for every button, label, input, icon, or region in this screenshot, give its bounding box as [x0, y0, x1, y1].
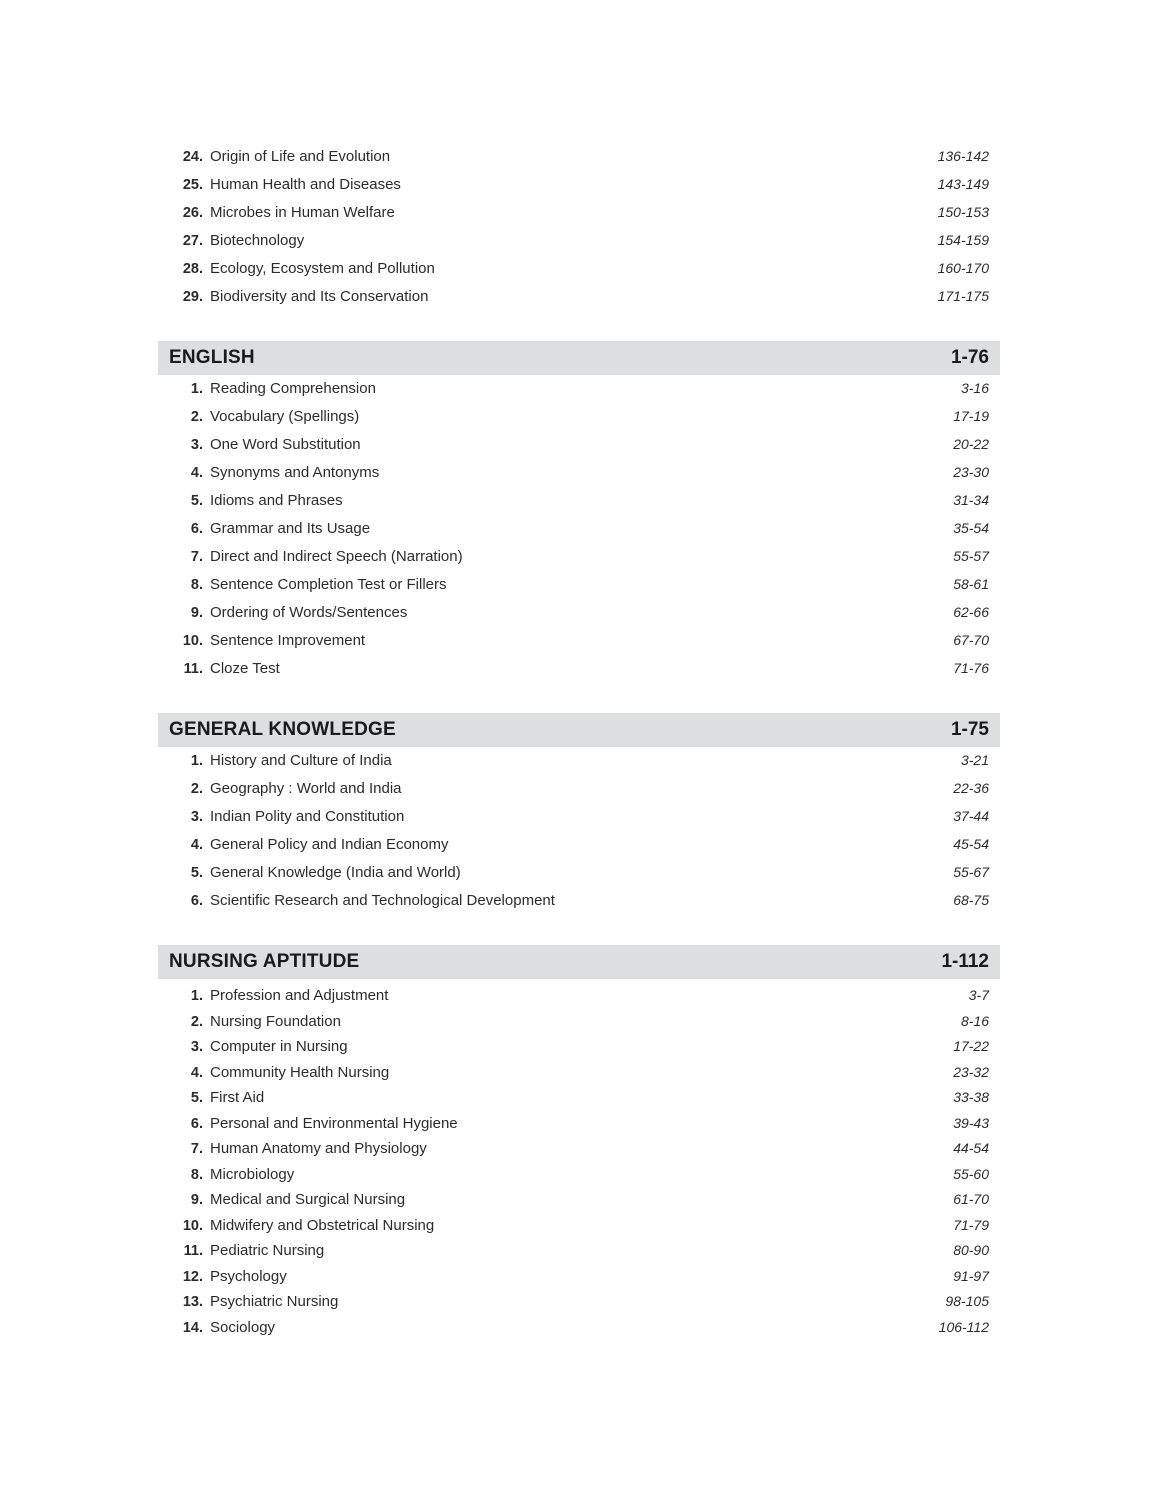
entry-page-range: 23-30	[953, 464, 989, 480]
entry-number: 27.	[182, 233, 203, 249]
toc-entry[interactable]	[158, 464, 1000, 492]
entry-title: Reading Comprehension	[210, 380, 376, 397]
entry-number: 14.	[182, 1319, 203, 1336]
entry-title: Pediatric Nursing	[210, 1242, 325, 1259]
entry-number: 7.	[190, 549, 203, 565]
entry-page-range: 91-97	[953, 1267, 989, 1284]
toc-entry[interactable]	[158, 864, 1000, 892]
entry-number: 9.	[190, 1192, 203, 1208]
entry-page-range: 160-170	[937, 260, 989, 276]
entry-number: 29.	[182, 289, 203, 305]
entry-number: 9.	[190, 605, 203, 621]
toc-section	[158, 148, 1000, 316]
entry-title: Psychology	[210, 1267, 287, 1285]
section-entry-list	[158, 148, 1000, 316]
toc-entry[interactable]	[158, 1242, 1000, 1268]
section-title: NURSING APTITUDE	[169, 951, 360, 972]
entry-title: Community Health Nursing	[210, 1063, 390, 1081]
entry-number: 2.	[190, 409, 203, 425]
entry-number: 28.	[182, 261, 203, 277]
toc-entry[interactable]	[158, 1293, 1000, 1319]
section-header[interactable]	[158, 713, 1000, 747]
entry-number: 8.	[190, 1166, 203, 1183]
entry-number: 12.	[182, 1268, 203, 1285]
entry-title: Psychiatric Nursing	[210, 1293, 339, 1310]
entry-number: 4.	[190, 837, 203, 853]
toc-entry[interactable]	[158, 1319, 1000, 1345]
entry-title: Scientific Research and Technological Development	[210, 892, 555, 909]
entry-title: Idioms and Phrases	[210, 492, 343, 509]
entry-title: Vocabulary (Spellings)	[210, 408, 360, 425]
toc-entry[interactable]	[158, 380, 1000, 408]
entry-number: 5.	[190, 1090, 203, 1106]
entry-title: Sentence Improvement	[210, 632, 366, 649]
section-entry-list	[158, 979, 1000, 1344]
entry-title: General Policy and Indian Economy	[210, 836, 449, 853]
entry-title: Synonyms and Antonyms	[210, 464, 380, 481]
section-page-range: 1-112	[941, 951, 989, 972]
entry-page-range: 80-90	[953, 1242, 989, 1258]
toc-entry[interactable]	[158, 1217, 1000, 1243]
entry-number: 25.	[182, 177, 203, 193]
entry-number: 7.	[190, 1141, 203, 1157]
toc-entry[interactable]	[158, 436, 1000, 464]
toc-entry[interactable]	[158, 492, 1000, 520]
toc-entry[interactable]	[158, 204, 1000, 232]
entry-page-range: 8-16	[960, 1012, 989, 1029]
toc-section	[158, 713, 1000, 920]
entry-number: 3.	[190, 437, 203, 453]
entry-number: 4.	[190, 1064, 203, 1081]
toc-entry[interactable]	[158, 176, 1000, 204]
entry-title: Direct and Indirect Speech (Narration)	[210, 548, 463, 565]
entry-title: Microbes in Human Welfare	[210, 204, 395, 221]
toc-entry[interactable]	[158, 987, 1000, 1013]
entry-page-range: 106-112	[938, 1318, 989, 1335]
section-page-range: 1-75	[950, 719, 989, 740]
entry-page-range: 3-7	[968, 987, 989, 1003]
entry-title: Computer in Nursing	[210, 1038, 348, 1055]
entry-title: Sentence Completion Test or Fillers	[210, 576, 447, 593]
toc-entry[interactable]	[158, 520, 1000, 548]
entry-number: 11.	[183, 661, 203, 677]
toc-entry[interactable]	[158, 632, 1000, 660]
entry-page-range: 35-54	[953, 520, 989, 536]
section-title: GENERAL KNOWLEDGE	[169, 719, 396, 740]
entry-number: 4.	[190, 465, 203, 481]
toc-entry[interactable]	[158, 808, 1000, 836]
entry-title: Biodiversity and Its Conservation	[210, 288, 429, 305]
entry-page-range: 62-66	[953, 604, 989, 620]
entry-page-range: 39-43	[953, 1114, 989, 1131]
entry-number: 10.	[182, 633, 203, 649]
toc-entry[interactable]	[158, 1166, 1000, 1192]
entry-page-range: 33-38	[953, 1089, 989, 1105]
entry-title: Cloze Test	[210, 660, 280, 677]
entry-number: 2.	[190, 781, 203, 797]
entry-number: 5.	[190, 865, 203, 881]
entry-number: 6.	[190, 1115, 203, 1132]
entry-page-range: 150-153	[937, 204, 989, 220]
entry-page-range: 3-16	[960, 380, 989, 396]
entry-number: 24.	[182, 149, 203, 165]
toc-entry[interactable]	[158, 1013, 1000, 1039]
entry-page-range: 20-22	[953, 436, 989, 452]
entry-title: Medical and Surgical Nursing	[210, 1191, 406, 1208]
section-header[interactable]	[158, 341, 1000, 375]
entry-page-range: 45-54	[953, 836, 989, 852]
entry-page-range: 31-34	[953, 492, 989, 508]
entry-page-range: 3-21	[960, 752, 989, 768]
entry-page-range: 55-67	[953, 864, 989, 880]
toc-entry[interactable]	[158, 604, 1000, 632]
entry-number: 10.	[182, 1217, 203, 1234]
entry-page-range: 55-57	[953, 548, 989, 564]
toc-entry[interactable]	[158, 1268, 1000, 1294]
entry-number: 26.	[182, 205, 203, 221]
entry-page-range: 17-22	[953, 1038, 989, 1054]
toc-entry[interactable]	[158, 1115, 1000, 1141]
toc-entry[interactable]	[158, 548, 1000, 576]
entry-title: General Knowledge (India and World)	[210, 864, 461, 881]
entry-title: Midwifery and Obstetrical Nursing	[210, 1216, 435, 1234]
entry-page-range: 22-36	[953, 780, 989, 796]
entry-title: Indian Polity and Constitution	[210, 808, 405, 825]
entry-title: History and Culture of India	[210, 752, 392, 769]
entry-title: Personal and Environmental Hygiene	[210, 1114, 458, 1132]
entry-number: 1.	[190, 381, 203, 397]
toc-entry[interactable]	[158, 148, 1000, 176]
entry-title: Geography : World and India	[210, 780, 402, 797]
toc-entry[interactable]	[158, 660, 1000, 688]
entry-page-range: 44-54	[953, 1140, 989, 1156]
entry-page-range: 71-76	[953, 660, 989, 676]
entry-title: Human Health and Diseases	[210, 176, 401, 193]
toc-entry[interactable]	[158, 752, 1000, 780]
toc-entry[interactable]	[158, 1140, 1000, 1166]
entry-page-range: 98-105	[945, 1293, 989, 1309]
entry-number: 3.	[190, 809, 203, 825]
toc-entry[interactable]	[158, 260, 1000, 288]
toc-entry[interactable]	[158, 232, 1000, 260]
section-entry-list	[158, 375, 1000, 688]
entry-title: First Aid	[210, 1089, 265, 1106]
toc-entry[interactable]	[158, 892, 1000, 920]
section-page-range: 1-76	[950, 347, 989, 368]
entry-page-range: 143-149	[937, 176, 989, 192]
entry-page-range: 23-32	[953, 1063, 989, 1080]
entry-title: Microbiology	[210, 1165, 295, 1183]
entry-title: Ordering of Words/Sentences	[210, 604, 408, 621]
entry-number: 1.	[190, 753, 203, 769]
entry-title: Origin of Life and Evolution	[210, 148, 391, 165]
toc-entry[interactable]	[158, 288, 1000, 316]
section-header[interactable]	[158, 945, 1000, 979]
entry-number: 6.	[190, 521, 203, 537]
entry-page-range: 154-159	[937, 232, 989, 248]
toc-entry[interactable]	[158, 1038, 1000, 1064]
entry-title: Grammar and Its Usage	[210, 520, 371, 537]
entry-page-range: 171-175	[937, 288, 989, 304]
entry-title: Human Anatomy and Physiology	[210, 1140, 427, 1157]
toc-section	[158, 341, 1000, 688]
toc-entry[interactable]	[158, 1191, 1000, 1217]
entry-page-range: 67-70	[953, 632, 989, 648]
entry-number: 5.	[190, 493, 203, 509]
toc-entry[interactable]	[158, 1064, 1000, 1090]
entry-number: 3.	[190, 1039, 203, 1055]
entry-page-range: 37-44	[953, 808, 989, 824]
entry-page-range: 17-19	[953, 408, 989, 424]
toc-entry[interactable]	[158, 408, 1000, 436]
entry-page-range: 71-79	[953, 1216, 989, 1233]
entry-number: 1.	[190, 988, 203, 1004]
entry-page-range: 68-75	[953, 892, 989, 908]
entry-title: Biotechnology	[210, 232, 305, 249]
entry-title: Ecology, Ecosystem and Pollution	[210, 260, 435, 277]
toc-entry[interactable]	[158, 1089, 1000, 1115]
entry-title: One Word Substitution	[210, 436, 361, 453]
entry-number: 11.	[183, 1243, 203, 1259]
entry-number: 6.	[190, 893, 203, 909]
entry-title: Nursing Foundation	[210, 1012, 341, 1030]
toc-entry[interactable]	[158, 576, 1000, 604]
entry-number: 13.	[182, 1294, 203, 1310]
entry-page-range: 136-142	[937, 148, 989, 164]
entry-number: 2.	[190, 1013, 203, 1030]
entry-page-range: 58-61	[953, 576, 989, 592]
entry-title: Profession and Adjustment	[210, 987, 389, 1004]
entry-title: Sociology	[210, 1318, 276, 1336]
section-title: ENGLISH	[169, 347, 255, 368]
section-entry-list	[158, 747, 1000, 920]
toc-content	[158, 148, 1000, 1344]
toc-entry[interactable]	[158, 836, 1000, 864]
entry-page-range: 61-70	[953, 1191, 989, 1207]
entry-page-range: 55-60	[953, 1165, 989, 1182]
toc-entry[interactable]	[158, 780, 1000, 808]
toc-section	[158, 945, 1000, 1344]
entry-number: 8.	[190, 577, 203, 593]
